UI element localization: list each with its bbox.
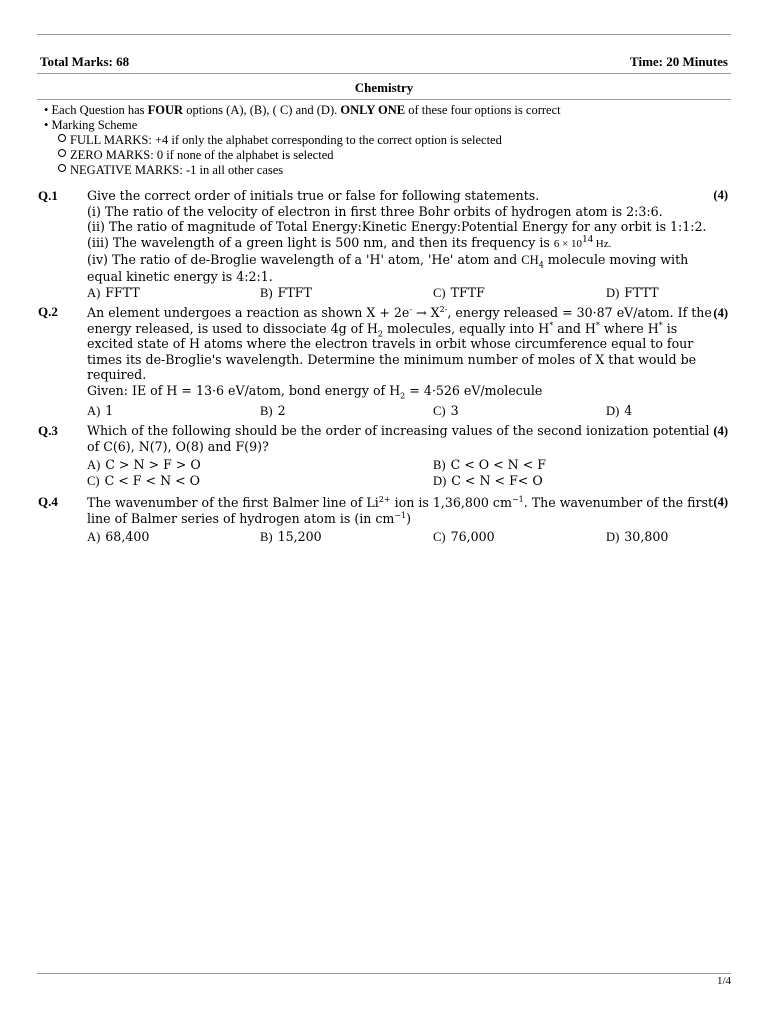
question-marks: (4) — [713, 188, 728, 202]
instruction-marking-scheme: • Marking Scheme — [44, 118, 138, 132]
bullet-circle-icon — [58, 164, 66, 172]
option-a[interactable]: A) FFTT — [87, 285, 140, 300]
question-marks: (4) — [713, 424, 728, 438]
question-number: Q.4 — [38, 494, 58, 509]
option-c[interactable]: C) TFTF — [433, 285, 485, 300]
top-divider — [37, 34, 731, 35]
question-text: An element undergoes a reaction as shown $X + 2e^- \to X^{2-}$, energy released = 30·87 eV/atom. If the energy released, is used to dissociate 4g of $H_2$ molecules, equally into H* and H* where H* is excited state of H atoms where the electron travels in orbit whose circumference equal to four times its de-Broglie's wavelength. Determine the minimum number of moles of X that would be required. Given: IE of H = 13·6 eV/atom, bond energy of $H_2 = 4\cdot 526$ eV/molecule — [87, 304, 712, 401]
option-a[interactable]: A) 1 — [87, 403, 114, 418]
question-text: Give the correct order of initials true or false for following statements. (i) The ratio of the velocity of electron in first three Bohr orbits of hydrogen atom is 2:3:6. (ii) The ratio of magnitude of Total Energy:Kinetic Energy:Potential Energy for any orbit is 1:1:2. (iii) The wavelength of a green light is 500 nm, and then its frequency is $6 \times 10^{14}$ Hz. (iv) The ratio of de-Broglie wavelength of a 'H' atom, 'He' atom and $CH_4$ molecule moving with equal kinetic energy is 4:2:1. — [87, 188, 707, 284]
question-marks: (4) — [713, 306, 728, 320]
footer-divider — [37, 973, 731, 974]
instruction-options: • Each Question has FOUR options (A), (B), ( C) and (D). ONLY ONE of these four options is correct — [44, 103, 561, 117]
option-a[interactable]: A) 68,400 — [87, 529, 150, 544]
instruction-full-marks: FULL MARKS: +4 if only the alphabet corresponding to the correct option is selected — [58, 133, 502, 148]
page-number: 1/4 — [716, 975, 731, 987]
question-text: Which of the following should be the order of increasing values of the second ionization potential of C(6), N(7), O(8) and F(9)? — [87, 423, 710, 454]
option-b[interactable]: B) FTFT — [260, 285, 312, 300]
instruction-negative-marks: NEGATIVE MARKS: -1 in all other cases — [58, 163, 283, 178]
option-d[interactable]: D) 30,800 — [606, 529, 669, 544]
instruction-zero-marks: ZERO MARKS: 0 if none of the alphabet is selected — [58, 148, 334, 163]
option-c[interactable]: C) 76,000 — [433, 529, 495, 544]
option-b[interactable]: B) 15,200 — [260, 529, 322, 544]
header-divider — [37, 73, 731, 74]
option-d[interactable]: D) FTTT — [606, 285, 659, 300]
option-d[interactable]: D) C < N < F< O — [433, 473, 543, 488]
subject-divider — [37, 99, 731, 100]
subject-title: Chemistry — [354, 80, 414, 95]
time-limit: Time: 20 Minutes — [630, 54, 728, 69]
option-b[interactable]: B) 2 — [260, 403, 286, 418]
option-c[interactable]: C) C < F < N < O — [87, 473, 200, 488]
question-number: Q.1 — [38, 188, 58, 203]
question-text: The wavenumber of the first Balmer line of $Li^{2+}$ ion is 1,36,800 $cm^{-1}$. The wavenumber of the first line of Balmer series of hydrogen atom is (in $cm^{-1}$) — [87, 494, 714, 526]
option-a[interactable]: A) C > N > F > O — [87, 457, 201, 472]
bullet-circle-icon — [58, 149, 66, 157]
option-c[interactable]: C) 3 — [433, 403, 459, 418]
total-marks: Total Marks: 68 — [40, 54, 130, 69]
question-number: Q.3 — [38, 423, 58, 438]
option-d[interactable]: D) 4 — [606, 403, 633, 418]
question-marks: (4) — [713, 495, 728, 509]
question-number: Q.2 — [38, 304, 58, 319]
option-b[interactable]: B) C < O < N < F — [433, 457, 546, 472]
bullet-circle-icon — [58, 134, 66, 142]
